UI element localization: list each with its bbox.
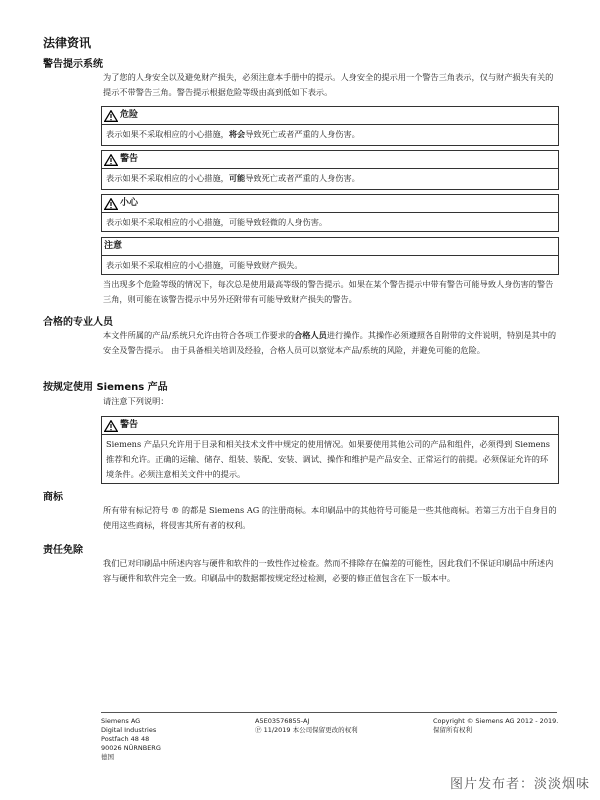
danger-text: 表示如果不采取相应的小心措施，将会导致死亡或者严重的人身伤害。	[106, 129, 360, 139]
proper-use-intro: 请注意下列说明：	[103, 396, 169, 406]
danger-box-header	[102, 107, 558, 125]
caution-box	[101, 194, 559, 232]
footer-copyright: Copyright © Siemens AG 2012 - 2019. 保留所有权利	[433, 717, 559, 734]
heading-proper-use: 按规定使用 Siemens 产品	[43, 382, 168, 393]
proper-use-warning-header	[102, 417, 558, 435]
proper-use-warning-box	[101, 416, 559, 484]
warning-system-outro: 当出现多个危险等级的情况下，每次总是使用最高等级的警告提示。如果在某个警告提示中带有警告可能导致人身伤害的警告三角，则可能在该警告提示中另外还附带有可能导致财产损失的警告。	[103, 279, 554, 304]
page-title: 法律资讯	[43, 36, 92, 50]
notice-label: 注意	[104, 241, 123, 251]
heading-warning-system: 警告提示系统	[43, 59, 103, 70]
footer-document-number: A5E03576855-AJ Ⓟ 11/2019 本公司保留更改的权利	[255, 717, 358, 734]
footer-divider	[101, 712, 557, 713]
notice-text: 表示如果不采取相应的小心措施，可能导致财产损失。	[106, 260, 303, 270]
warning-system-intro: 为了您的人身安全以及避免财产损失，必须注意本手册中的提示。人身安全的提示用一个警告三角表示，仅与财产损失有关的提示不带警告三角。警告提示根据危险等级由高到低如下表示。	[103, 72, 554, 97]
warning-triangle-icon	[104, 198, 118, 210]
heading-trademark: 商标	[43, 492, 63, 503]
disclaimer-text: 我们已对印刷品中所述内容与硬件和软件的一致性作过检查。然而不排除存在偏差的可能性，因此我们不保证印刷品中所述内容与硬件和软件完全一致。印刷品中的数据都按规定经过检测，必要的修正值包含在下一版本中。	[103, 558, 554, 583]
trademark-text: 所有带有标记符号 ® 的都是 Siemens AG 的注册商标。本印刷品中的其他符号可能是一些其他商标。若第三方出于自身目的使用这些商标，将侵害其所有者的权利。	[103, 505, 557, 530]
watermark: 图片发布者：淡淡烟味	[449, 777, 590, 792]
caution-box-header	[102, 195, 558, 213]
heading-qualified-personnel: 合格的专业人员	[43, 317, 113, 328]
caution-label: 小心	[120, 198, 139, 208]
qualified-personnel-text: 本文件所属的产品/系统只允许由符合各项工作要求的合格人员进行操作。其操作必须遵照各自附带的文件说明，特别是其中的安全及警告提示。 由于具备相关培训及经验，合格人员可以察觉本产品/系统的风险，并避免可能的危险。	[103, 330, 557, 355]
warning-triangle-icon	[104, 110, 118, 122]
notice-box	[101, 237, 559, 275]
warning-label: 警告	[120, 154, 139, 164]
caution-text: 表示如果不采取相应的小心措施，可能导致轻微的人身伤害。	[106, 217, 328, 227]
warning-text: 表示如果不采取相应的小心措施，可能导致死亡或者严重的人身伤害。	[106, 173, 360, 183]
warning-box	[101, 150, 559, 190]
footer-address: Siemens AG Digital Industries Postfach 48 48 90026 NÜRNBERG 德国	[101, 717, 161, 761]
danger-label: 危险	[120, 110, 139, 120]
proper-use-warning-text: Siemens 产品只允许用于目录和相关技术文件中规定的使用情况。如果要使用其他公司的产品和组件，必须得到 Siemens 推荐和允许。正确的运输、储存、组装、装配、安装、调试、操作和维护是产品安全、正常运行的前提。必须保证允许的环境条件。必须注意相关文件中的提示。	[106, 439, 550, 479]
danger-box	[101, 106, 559, 146]
proper-use-warning-label: 警告	[120, 420, 139, 430]
heading-disclaimer: 责任免除	[43, 545, 83, 556]
notice-box-header	[102, 238, 558, 256]
warning-box-header	[102, 151, 558, 169]
warning-triangle-icon	[104, 154, 118, 166]
warning-triangle-icon	[104, 420, 118, 432]
